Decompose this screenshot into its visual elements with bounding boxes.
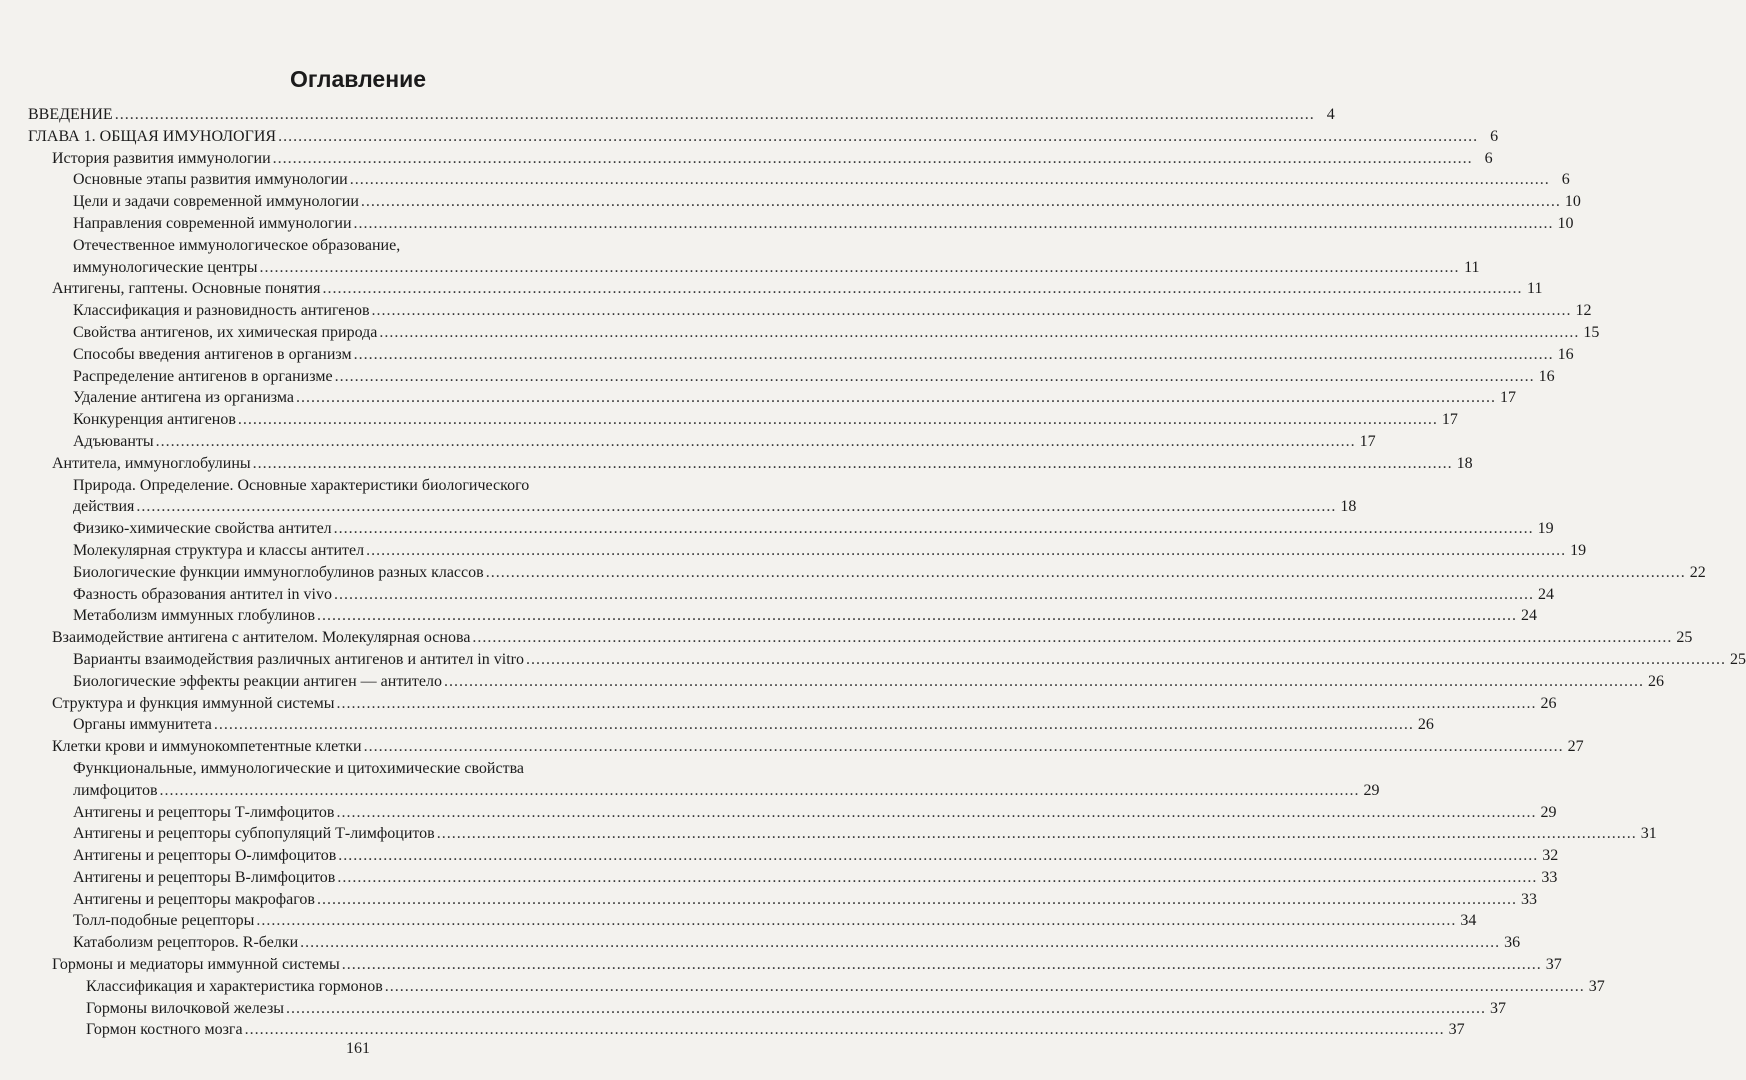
toc-entry <box>73 714 1434 736</box>
toc-entry <box>73 344 1574 366</box>
dot-leader: ................................................................................................................................................................................................................................................ <box>353 345 1554 363</box>
dot-leader: ................................................................................................................................................................................................................................................ <box>317 607 1518 625</box>
dot-leader: ................................................................................................................................................................................................................................................ <box>436 825 1637 843</box>
toc-entry-title: История развития иммунологии <box>52 149 271 167</box>
toc-entry-page: 26 <box>1417 716 1434 734</box>
toc-entry <box>73 409 1458 431</box>
toc-entry-title-line: Функциональные, иммунологические и цитохимические свойства <box>73 759 525 777</box>
toc-entry <box>73 910 1477 932</box>
dot-leader: ................................................................................................................................................................................................................................................ <box>338 847 1539 865</box>
page-number: 161 <box>346 1040 370 1057</box>
toc-entry-title: Цели и задачи современной иммунологии <box>73 193 359 211</box>
toc-entry <box>73 867 1558 889</box>
toc-entry <box>73 845 1559 867</box>
toc-entry-title: Удаление антигена из организма <box>73 389 294 407</box>
toc-entry-title: Классификация и разновидность антигенов <box>73 302 370 320</box>
toc-entry-title: Антигены и рецепторы О-лимфоцитов <box>73 847 337 865</box>
toc-entry <box>73 169 1570 191</box>
toc-entry-page: 4 <box>1326 106 1335 123</box>
toc-entry-page: 37 <box>1588 977 1605 995</box>
toc-entry-title: Классификация и характеристика гормонов <box>86 977 383 995</box>
toc-entry <box>28 104 1335 126</box>
toc-entry-page: 6 <box>1484 149 1493 167</box>
toc-entry-title: ВВЕДЕНИЕ <box>28 106 113 123</box>
dot-leader: ................................................................................................................................................................................................................................................ <box>300 934 1501 952</box>
toc-entry-title: Гормон костного мозга <box>86 1021 243 1039</box>
toc-entry-title: Антитела, иммуноглобулины <box>52 454 251 472</box>
toc-entry-title-line: Отечественное иммунологическое образование, <box>73 236 401 254</box>
toc-entry <box>73 431 1376 453</box>
toc-entry-title: Структура и функция иммунной системы <box>52 694 335 712</box>
dot-leader: ................................................................................................................................................................................................................................................ <box>341 956 1542 974</box>
toc-entry-title: Биологические эффекты реакции антиген — антитело <box>73 672 442 690</box>
toc-entry <box>52 693 1557 715</box>
toc-entry <box>73 758 1380 802</box>
toc-entry-title: Основные этапы развития иммунологии <box>73 171 348 189</box>
toc-entry <box>52 278 1543 300</box>
toc-entry-title: Антигены и рецепторы Т-лимфоцитов <box>73 803 335 821</box>
dot-leader: ................................................................................................................................................................................................................................................ <box>334 367 1535 385</box>
toc-entry-title: Свойства антигенов, их химическая природа <box>73 323 378 341</box>
toc-entry-title: Распределение антигенов в организме <box>73 367 333 385</box>
toc-entry-title: Гормоны и медиаторы иммунной системы <box>52 956 340 974</box>
toc-entry-title: Клетки крови и иммунокомпетентные клетки <box>52 738 362 756</box>
toc-entry-title: Варианты взаимодействия различных антигенов и антител in vitro <box>73 650 524 668</box>
toc-entry-page: 10 <box>1557 214 1574 232</box>
toc-entry-title: ГЛАВА 1. ОБЩАЯ ИМУНОЛОГИЯ <box>28 127 277 145</box>
toc-entry-page: 24 <box>1521 607 1538 625</box>
dot-leader: ................................................................................................................................................................................................................................................ <box>333 520 1534 538</box>
toc-entry-title: Взаимодействие антигена с антителом. Молекулярная основа <box>52 629 471 647</box>
toc-entry <box>52 453 1473 475</box>
toc-entry-title: Антигены и рецепторы В-лимфоцитов <box>73 868 336 886</box>
dot-leader: ................................................................................................................................................................................................................................................ <box>272 149 1473 167</box>
toc-entry-page: 22 <box>1689 563 1706 581</box>
toc-entry-page: 10 <box>1564 193 1581 211</box>
toc-entry-title-line: Природа. Определение. Основные характеристики биологического <box>73 476 530 494</box>
dot-leader: ................................................................................................................................................................................................................................................ <box>379 323 1580 341</box>
toc-entry-page: 18 <box>1340 498 1357 516</box>
toc-entry-title: Биологические функции иммуноглобулинов разных классов <box>73 563 484 581</box>
dot-leader: ................................................................................................................................................................................................................................................ <box>353 214 1554 232</box>
toc-entry-page: 19 <box>1570 541 1587 559</box>
dot-leader: ................................................................................................................................................................................................................................................ <box>296 389 1496 407</box>
toc-entry <box>73 932 1521 954</box>
toc-entry-page: 19 <box>1537 520 1554 538</box>
toc-entry-page: 26 <box>1647 672 1664 690</box>
dot-leader: ................................................................................................................................................................................................................................................ <box>259 258 1460 276</box>
dot-leader: ................................................................................................................................................................................................................................................ <box>337 868 1538 886</box>
toc-entry <box>73 802 1557 824</box>
toc-entry <box>73 540 1587 562</box>
toc-entry <box>28 126 1499 148</box>
dot-leader: ................................................................................................................................................................................................................................................ <box>114 106 1315 123</box>
dot-leader: ................................................................................................................................................................................................................................................ <box>334 585 1534 603</box>
dot-leader: ................................................................................................................................................................................................................................................ <box>155 432 1356 450</box>
toc-entry-page: 37 <box>1490 999 1507 1017</box>
toc-entry <box>73 235 1480 279</box>
toc-entry-page: 17 <box>1359 432 1376 450</box>
toc-entry-page: 36 <box>1504 934 1521 952</box>
dot-leader: ................................................................................................................................................................................................................................................ <box>237 411 1438 429</box>
toc-entry-page: 16 <box>1538 367 1555 385</box>
toc-entry <box>52 148 1493 170</box>
toc-entry-page: 25 <box>1729 650 1746 668</box>
toc-entry-title: Гормоны вилочковой железы <box>86 999 285 1017</box>
table-of-contents <box>28 104 1746 1041</box>
dot-leader: ................................................................................................................................................................................................................................................ <box>472 629 1673 647</box>
toc-entry <box>73 475 1357 519</box>
dot-leader: ................................................................................................................................................................................................................................................ <box>384 977 1585 995</box>
toc-entry-page: 25 <box>1676 629 1693 647</box>
toc-entry-page: 37 <box>1545 956 1562 974</box>
toc-entry-page: 27 <box>1567 738 1584 756</box>
dot-leader: ................................................................................................................................................................................................................................................ <box>366 541 1567 559</box>
toc-entry <box>73 671 1664 693</box>
dot-leader: ................................................................................................................................................................................................................................................ <box>244 1021 1445 1039</box>
dot-leader: ................................................................................................................................................................................................................................................ <box>443 672 1644 690</box>
toc-entry-page: 24 <box>1538 585 1554 603</box>
toc-entry <box>73 562 1706 584</box>
toc-entry-page: 32 <box>1542 847 1559 865</box>
dot-leader: ................................................................................................................................................................................................................................................ <box>213 716 1414 734</box>
toc-entry-title: Толл-подобные рецепторы <box>73 912 255 930</box>
toc-entry-page: 11 <box>1464 258 1480 276</box>
toc-entry <box>86 1019 1465 1041</box>
dot-leader: ................................................................................................................................................................................................................................................ <box>256 912 1457 930</box>
dot-leader: ................................................................................................................................................................................................................................................ <box>336 803 1537 821</box>
toc-entry <box>86 998 1507 1020</box>
toc-entry-page: 17 <box>1500 389 1516 407</box>
toc-entry <box>73 518 1554 540</box>
toc-entry-title: Направления современной иммунологии <box>73 214 352 232</box>
toc-entry-title: Конкуренция антигенов <box>73 411 236 429</box>
toc-entry-title: Способы введения антигенов в организм <box>73 345 352 363</box>
toc-entry-page: 16 <box>1557 345 1574 363</box>
toc-entry-title: Антигены и рецепторы макрофагов <box>73 890 315 908</box>
toc-entry <box>52 954 1562 976</box>
dot-leader: ................................................................................................................................................................................................................................................ <box>485 563 1686 581</box>
toc-entry-page: 31 <box>1640 825 1657 843</box>
toc-entry-page: 29 <box>1363 781 1380 799</box>
toc-entry <box>73 823 1657 845</box>
toc-entry <box>73 889 1537 911</box>
dot-leader: ................................................................................................................................................................................................................................................ <box>349 171 1550 189</box>
toc-entry-title: Антигены, гаптены. Основные понятия <box>52 280 321 298</box>
toc-entry-page: 6 <box>1490 127 1499 145</box>
toc-entry-page: 11 <box>1527 280 1543 298</box>
toc-entry-title: Адъюванты <box>73 432 154 450</box>
toc-entry <box>52 736 1584 758</box>
toc-entry-page: 37 <box>1448 1021 1465 1039</box>
toc-entry-title: Органы иммунитета <box>73 716 212 734</box>
dot-leader: ................................................................................................................................................................................................................................................ <box>136 498 1337 516</box>
toc-entry-page: 33 <box>1541 868 1558 886</box>
toc-entry-title: Метаболизм иммунных глобулинов <box>73 607 316 625</box>
toc-entry-page: 6 <box>1561 171 1570 189</box>
toc-entry <box>73 191 1581 213</box>
dot-leader: ................................................................................................................................................................................................................................................ <box>525 650 1726 668</box>
dot-leader: ................................................................................................................................................................................................................................................ <box>322 280 1523 298</box>
dot-leader: ................................................................................................................................................................................................................................................ <box>363 738 1564 756</box>
toc-entry-page: 26 <box>1540 694 1557 712</box>
toc-entry-page: 29 <box>1540 803 1557 821</box>
toc-entry-title: действия <box>73 498 135 516</box>
toc-entry <box>73 322 1600 344</box>
page-title: Оглавление <box>289 66 427 92</box>
dot-leader: ................................................................................................................................................................................................................................................ <box>360 193 1561 211</box>
toc-entry-page: 18 <box>1456 454 1473 472</box>
dot-leader: ................................................................................................................................................................................................................................................ <box>336 694 1537 712</box>
toc-entry-page: 12 <box>1575 302 1592 320</box>
toc-entry <box>73 649 1746 671</box>
toc-entry-page: 17 <box>1441 411 1458 429</box>
toc-entry-title: Молекулярная структура и классы антител <box>73 541 365 559</box>
dot-leader: ................................................................................................................................................................................................................................................ <box>286 999 1487 1017</box>
dot-leader: ................................................................................................................................................................................................................................................ <box>252 454 1453 472</box>
toc-entry-title: лимфоцитов <box>73 781 158 799</box>
toc-entry <box>52 627 1693 649</box>
dot-leader: ................................................................................................................................................................................................................................................ <box>316 890 1517 908</box>
toc-entry-title: иммунологические центры <box>73 258 258 276</box>
toc-entry-page: 33 <box>1520 890 1537 908</box>
toc-entry <box>86 976 1605 998</box>
dot-leader: ................................................................................................................................................................................................................................................ <box>371 302 1572 320</box>
toc-entry <box>73 366 1555 388</box>
toc-entry-title: Фазность образования антител in vivo <box>73 585 332 603</box>
toc-entry <box>73 213 1574 235</box>
dot-leader: ................................................................................................................................................................................................................................................ <box>278 127 1479 145</box>
toc-entry-title: Физико-химические свойства антител <box>73 520 332 538</box>
toc-entry <box>73 584 1554 606</box>
toc-entry <box>73 387 1516 409</box>
dot-leader: ................................................................................................................................................................................................................................................ <box>159 781 1360 799</box>
toc-entry-page: 15 <box>1583 323 1600 341</box>
toc-entry-page: 34 <box>1460 912 1477 930</box>
toc-entry-title: Катаболизм рецепторов. R-белки <box>73 934 299 952</box>
toc-entry <box>73 300 1592 322</box>
toc-entry <box>73 605 1538 627</box>
toc-entry-title: Антигены и рецепторы субпопуляций Т-лимфоцитов <box>73 825 435 843</box>
